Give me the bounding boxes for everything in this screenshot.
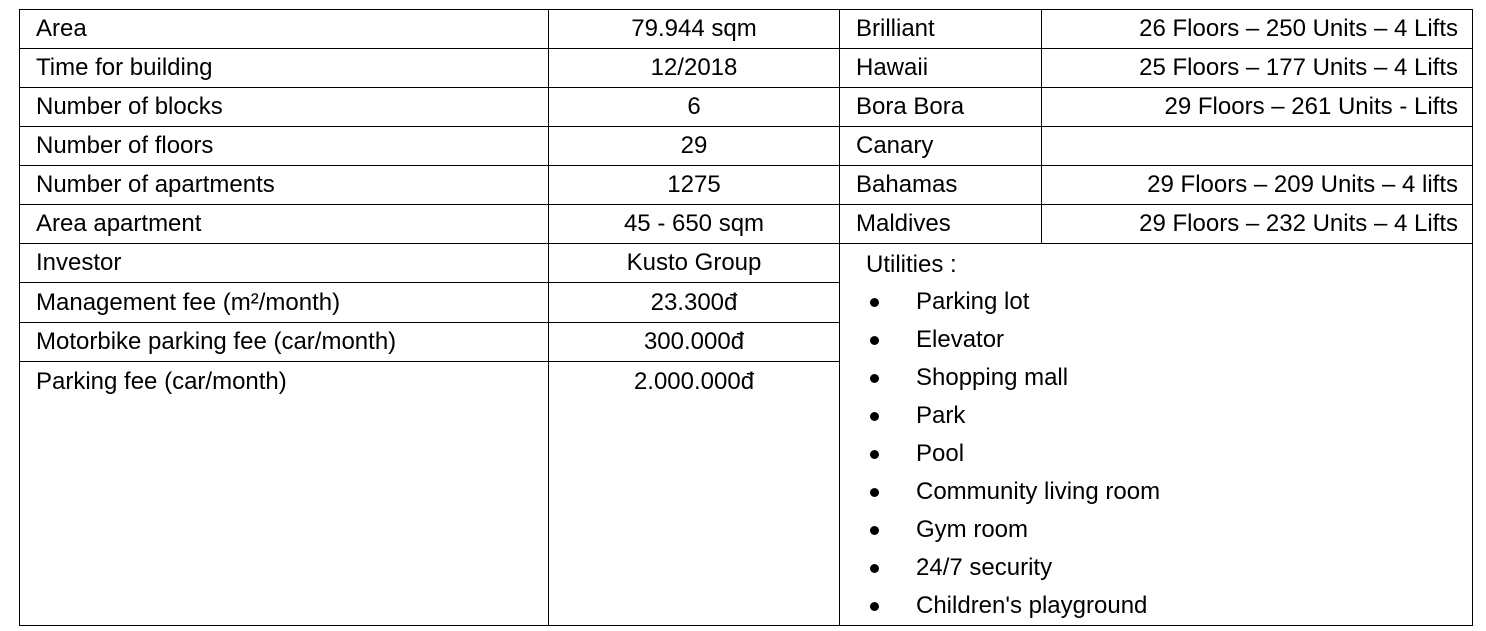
block-name: Hawaii [840, 49, 1042, 88]
block-name: Canary [840, 127, 1042, 166]
spec-label: Area apartment [20, 205, 549, 244]
spec-label: Area [20, 10, 549, 49]
bullet-dot-icon [870, 450, 879, 459]
list-item [866, 549, 1472, 587]
spec-value: Kusto Group [549, 244, 840, 283]
bullet-dot-icon [870, 602, 879, 611]
utilities-cell [840, 244, 1473, 626]
list-item [866, 435, 1472, 473]
block-spec: 25 Floors – 177 Units – 4 Lifts [1042, 49, 1473, 88]
utility-label: Children's playground [916, 592, 1148, 619]
table-row [20, 166, 1473, 205]
block-spec: 29 Floors – 209 Units – 4 lifts [1042, 166, 1473, 205]
table-row [20, 10, 1473, 49]
table-row [20, 244, 1473, 283]
utilities-list [866, 283, 1472, 625]
spec-label: Time for building [20, 49, 549, 88]
table-row [20, 49, 1473, 88]
spec-label: Management fee (m²/month) [20, 283, 549, 322]
table-row [20, 88, 1473, 127]
spec-value: 2.000.000đ [549, 362, 840, 626]
bullet-dot-icon [870, 564, 879, 573]
spec-value: 300.000đ [549, 322, 840, 361]
spec-value: 23.300đ [549, 283, 840, 322]
block-name: Maldives [840, 205, 1042, 244]
utility-label: Shopping mall [916, 364, 1069, 391]
list-item [866, 321, 1472, 359]
utility-label: Elevator [916, 326, 1005, 353]
bullet-dot-icon [870, 374, 879, 383]
block-spec: 29 Floors – 232 Units – 4 Lifts [1042, 205, 1473, 244]
bullet-dot-icon [870, 412, 879, 421]
spec-label: Number of blocks [20, 88, 549, 127]
spec-label: Investor [20, 244, 549, 283]
block-spec: 26 Floors – 250 Units – 4 Lifts [1042, 10, 1473, 49]
spec-label: Parking fee (car/month) [20, 362, 549, 626]
spec-label: Number of floors [20, 127, 549, 166]
list-item [866, 359, 1472, 397]
utility-label: Gym room [916, 516, 1029, 543]
spec-value: 1275 [549, 166, 840, 205]
spec-label: Motorbike parking fee (car/month) [20, 322, 549, 361]
list-item [866, 587, 1472, 625]
list-item [866, 397, 1472, 435]
list-item [866, 511, 1472, 549]
list-item [866, 283, 1472, 321]
utilities-title: Utilities : [866, 251, 957, 278]
block-name: Brilliant [840, 10, 1042, 49]
project-info-table [19, 9, 1473, 626]
list-item [866, 473, 1472, 511]
bullet-dot-icon [870, 336, 879, 345]
utility-label: Community living room [916, 478, 1161, 505]
utility-label: Pool [916, 440, 965, 467]
spec-value: 6 [549, 88, 840, 127]
block-name: Bahamas [840, 166, 1042, 205]
table-row [20, 127, 1473, 166]
bullet-dot-icon [870, 488, 879, 497]
block-spec: 29 Floors – 261 Units - Lifts [1042, 88, 1473, 127]
utility-label: 24/7 security [916, 554, 1053, 581]
spec-value: 79.944 sqm [549, 10, 840, 49]
spec-value: 12/2018 [549, 49, 840, 88]
table-row [20, 205, 1473, 244]
bullet-dot-icon [870, 526, 879, 535]
utility-label: Park [916, 402, 966, 429]
block-name: Bora Bora [840, 88, 1042, 127]
spec-label: Number of apartments [20, 166, 549, 205]
utility-label: Parking lot [916, 288, 1030, 315]
spec-value: 45 - 650 sqm [549, 205, 840, 244]
block-spec [1042, 127, 1473, 166]
spec-value: 29 [549, 127, 840, 166]
bullet-dot-icon [870, 298, 879, 307]
